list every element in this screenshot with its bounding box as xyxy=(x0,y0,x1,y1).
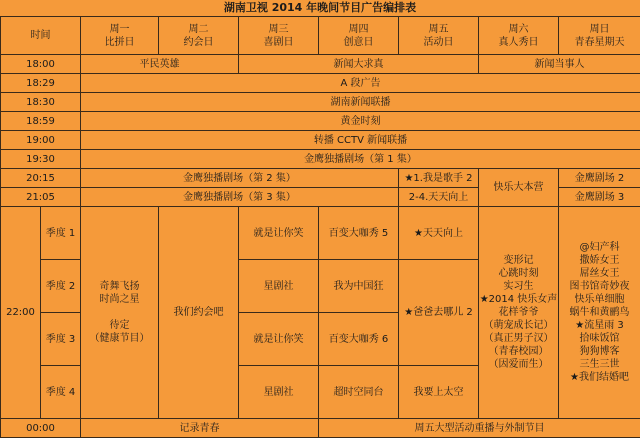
program-cell-thu: 我为中国狂 xyxy=(319,260,399,313)
program-cell-wed: 就是让你笑 xyxy=(239,207,319,260)
season-cell: 季度 4 xyxy=(41,366,81,419)
program-line: 心跳时刻 xyxy=(479,267,558,280)
season-cell: 季度 2 xyxy=(41,260,81,313)
program-cell: 金鹰独播剧场（第 3 集） xyxy=(81,188,399,207)
program-cell: 金鹰独播剧场（第 1 集） xyxy=(81,150,640,169)
time-cell: 18:29 xyxy=(1,74,81,93)
program-cell: 周五大型活动重播与外制节目 xyxy=(319,419,640,438)
time-cell: 22:00 xyxy=(1,207,41,419)
row-1830 xyxy=(1,93,640,112)
season-cell: 季度 1 xyxy=(41,207,81,260)
day-header-tue: 周二 约会日 xyxy=(159,17,239,55)
program-cell: 黄金时刻 xyxy=(81,112,640,131)
program-cell-fri: 我要上太空 xyxy=(399,366,479,419)
program-cell-tue: 我们约会吧 xyxy=(159,207,239,419)
program-line: 蜗牛和黄鹂鸟 xyxy=(559,306,640,319)
program-line: @妇产科 xyxy=(559,241,640,254)
day-header-wed: 周三 喜剧日 xyxy=(239,17,319,55)
row-1829 xyxy=(1,74,640,93)
row-2015 xyxy=(1,169,640,188)
program-line: 花样爷爷 xyxy=(479,306,558,319)
schedule-table xyxy=(0,16,640,438)
program-line: 拾味饭馆 xyxy=(559,332,640,345)
program-cell-sat: 快乐大本营 xyxy=(479,169,559,207)
program-cell-thu: 超时空同台 xyxy=(319,366,399,419)
program-line: 撒娇女王 xyxy=(559,254,640,267)
row-2200-season1 xyxy=(1,207,640,260)
program-line: 奇舞飞扬 xyxy=(81,280,158,293)
program-line: （萌宠成长记） xyxy=(479,319,558,332)
program-line: 待定 xyxy=(81,319,158,332)
row-1900 xyxy=(1,131,640,150)
day-header-fri: 周五 活动日 xyxy=(399,17,479,55)
program-line: （青春校园） xyxy=(479,345,558,358)
program-cell-fri: ★爸爸去哪儿 2 xyxy=(399,260,479,366)
program-line: （真正男子汉） xyxy=(479,332,558,345)
program-line: ★我们结婚吧 xyxy=(559,371,640,384)
program-cell: 记录青春 xyxy=(81,419,319,438)
program-cell-thu: 百变大咖秀 6 xyxy=(319,313,399,366)
time-cell: 21:05 xyxy=(1,188,81,207)
time-cell: 00:00 xyxy=(1,419,81,438)
program-cell: 新闻当事人 xyxy=(479,55,640,74)
program-cell: 转播 CCTV 新闻联播 xyxy=(81,131,640,150)
program-cell-wed: 星剧社 xyxy=(239,366,319,419)
program-line: 实习生 xyxy=(479,280,558,293)
program-line: ★流星雨 3 xyxy=(559,319,640,332)
time-cell: 20:15 xyxy=(1,169,81,188)
row-0000 xyxy=(1,419,640,438)
row-1859 xyxy=(1,112,640,131)
season-cell: 季度 3 xyxy=(41,313,81,366)
program-line: 狗狗博客 xyxy=(559,345,640,358)
page-title: 湖南卫视 2014 年晚间节目广告编排表 xyxy=(0,0,640,16)
program-cell-wed: 星剧社 xyxy=(239,260,319,313)
program-cell-sun: 金鹰剧场 3 xyxy=(559,188,640,207)
program-cell-wed: 就是让你笑 xyxy=(239,313,319,366)
program-line xyxy=(81,306,158,319)
program-line: 三生三世 xyxy=(559,358,640,371)
program-cell-mon xyxy=(81,207,159,419)
program-cell: A 段广告 xyxy=(81,74,640,93)
program-line: 图书馆奇妙夜 xyxy=(559,280,640,293)
program-cell: 平民英雄 xyxy=(81,55,239,74)
program-cell-fri: ★天天向上 xyxy=(399,207,479,260)
program-line: （健康节目） xyxy=(81,332,158,345)
program-line: （因爱而生） xyxy=(479,358,558,371)
program-cell-thu: 百变大咖秀 5 xyxy=(319,207,399,260)
day-header-mon: 周一 比拼日 xyxy=(81,17,159,55)
program-line: 快乐单细胞 xyxy=(559,293,640,306)
program-line: 屌丝女王 xyxy=(559,267,640,280)
program-cell: 新闻大求真 xyxy=(239,55,479,74)
time-cell: 18:00 xyxy=(1,55,81,74)
program-cell: 金鹰独播剧场（第 2 集） xyxy=(81,169,399,188)
header-row xyxy=(1,17,640,55)
time-cell: 19:30 xyxy=(1,150,81,169)
time-cell: 18:59 xyxy=(1,112,81,131)
program-cell-fri: ★1.我是歌手 2 xyxy=(399,169,479,188)
time-header: 时间 xyxy=(1,17,81,55)
row-1800 xyxy=(1,55,640,74)
program-cell-fri: 2-4.天天向上 xyxy=(399,188,479,207)
time-cell: 19:00 xyxy=(1,131,81,150)
day-header-sun: 周日 青春星期天 xyxy=(559,17,640,55)
program-line: 时尚之星 xyxy=(81,293,158,306)
program-cell-sat xyxy=(479,207,559,419)
program-cell-sun: 金鹰剧场 2 xyxy=(559,169,640,188)
time-cell: 18:30 xyxy=(1,93,81,112)
program-cell: 湖南新闻联播 xyxy=(81,93,640,112)
program-line: 变形记 xyxy=(479,254,558,267)
program-cell-sun xyxy=(559,207,640,419)
day-header-sat: 周六 真人秀日 xyxy=(479,17,559,55)
row-1930 xyxy=(1,150,640,169)
program-line: ★2014 快乐女声 xyxy=(479,293,558,306)
day-header-thu: 周四 创意日 xyxy=(319,17,399,55)
